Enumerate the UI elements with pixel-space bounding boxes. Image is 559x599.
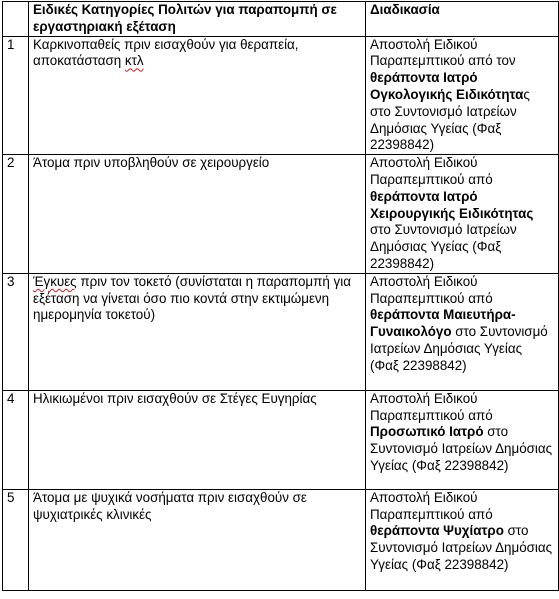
- category-text: Ηλικιωμένοι πριν εισαχθούν σε Στέγες Ευγηρίας: [33, 390, 317, 406]
- referring-doctor: θεράποντα Ψυχίατρο: [370, 523, 504, 539]
- row-number: 3: [3, 273, 29, 390]
- row-number: 4: [3, 390, 29, 489]
- row-procedure: [366, 155, 559, 274]
- row-procedure: [366, 36, 559, 155]
- row-number: 2: [3, 155, 29, 274]
- table-header-row: [3, 2, 559, 37]
- row-category: [29, 155, 366, 274]
- procedure-text-tail: στο Συντονισμό Ιατρείων Δημόσιας Υγείας (Φαξ 22398842): [370, 324, 548, 373]
- procedure-text: Αποστολή Ειδικού Παραπεμπτικού από: [370, 489, 493, 522]
- table-row: [3, 155, 559, 274]
- referring-doctor: θεράποντα Μαιευτήρα-Γυναικολόγο: [370, 307, 516, 340]
- header-category-cell: Ειδικές Κατηγορίες Πολιτών για παραπομπή σε εργαστηριακή εξέταση: [29, 2, 366, 37]
- table-row: [3, 36, 559, 155]
- procedure-text: Αποστολή Ειδικού Παραπεμπτικού από τον: [370, 36, 516, 69]
- row-number: 1: [3, 36, 29, 155]
- referring-doctor: Προσωπικό Ιατρό: [370, 424, 484, 440]
- procedure-text: Αποστολή Ειδικού Παραπεμπτικού από: [370, 390, 493, 423]
- procedure-text: Αποστολή Ειδικού Παραπεμπτικού από: [370, 273, 493, 306]
- category-text: Καρκινοπαθείς πριν εισαχθούν για θεραπεία, αποκατάσταση: [33, 36, 299, 69]
- procedure-text-tail: στο Συντονισμό Ιατρείων Δημόσιας Υγείας (Φαξ 22398842): [370, 222, 517, 271]
- procedure-text-tail: στο Συντονισμό Ιατρείων Δημόσιας Υγείας (Φαξ 22398842): [370, 424, 553, 473]
- referral-table: [2, 1, 559, 591]
- header-procedure-cell: Διαδικασία: [366, 2, 559, 37]
- row-category: [29, 273, 366, 390]
- row-category: [29, 489, 366, 590]
- procedure-text: Αποστολή Ειδικού Παραπεμπτικού από: [370, 155, 493, 187]
- table-row: [3, 489, 559, 590]
- referring-doctor: θεράποντα Ιατρό Χειρουργικής Ειδικότητας: [370, 188, 534, 221]
- table-row: [3, 273, 559, 390]
- category-text: Άτομα πριν υποβληθούν σε χειρουργείο: [33, 155, 270, 171]
- referring-doctor: θεράποντα Ιατρό Ογκολογικής Ειδικότητα: [370, 70, 524, 102]
- procedure-text-tail: στο Συντονισμό Ιατρείων Δημόσιας Υγείας (Φαξ 22398842): [370, 523, 553, 572]
- row-category: [29, 390, 366, 489]
- row-procedure: [366, 273, 559, 390]
- row-category: [29, 36, 366, 155]
- header-number-cell: [3, 2, 29, 37]
- row-number: 5: [3, 489, 29, 590]
- spellcheck-flagged-word: κτλ: [124, 53, 144, 69]
- row-procedure: [366, 390, 559, 489]
- table-row: [3, 390, 559, 489]
- category-text: Άτομα με ψυχικά νοσήματα πριν εισαχθούν σε ψυχιατρικές κλινικές: [33, 489, 307, 522]
- row-procedure: [366, 489, 559, 590]
- procedure-text-tail: ς στο Συντονισμό Ιατρείων Δημόσιας Υγείας (Φαξ 22398842): [370, 86, 530, 153]
- category-text-tail: πριν τον τοκετό (συνίσταται η παραπομπή για εξέταση να γίνεται όσο πιο κοντά στην εκτιμώμενη ημερομηνία τοκετού): [33, 273, 351, 323]
- spellcheck-flagged-word: Έγκυες: [33, 273, 77, 289]
